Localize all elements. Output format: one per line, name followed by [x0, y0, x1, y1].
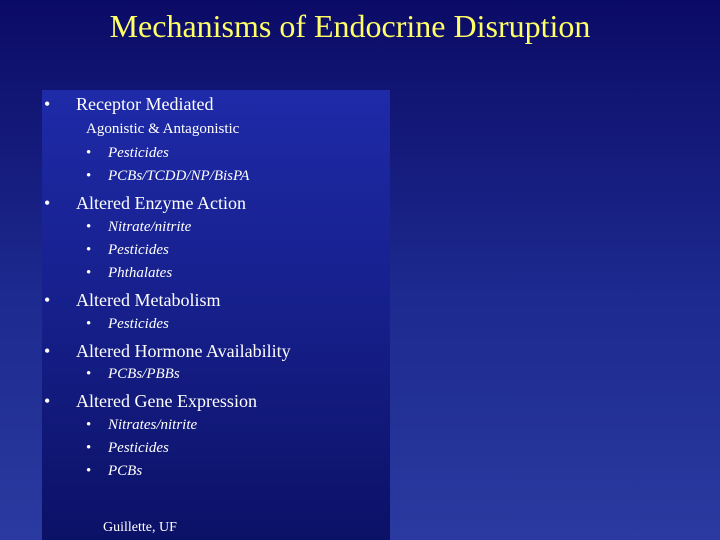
sub-bullet-label: Nitrates/nitrite — [108, 417, 198, 433]
bullet-icon: • — [86, 265, 92, 281]
bullet-label: Altered Metabolism — [76, 290, 221, 310]
bullet-icon: • — [86, 316, 92, 332]
bullet-icon: • — [44, 193, 51, 213]
bullet-item-altered-gene-expression — [44, 390, 257, 412]
sub-bullet-label: Pesticides — [108, 242, 169, 258]
bullet-item-receptor-mediated — [44, 93, 213, 115]
bullet-icon: • — [86, 168, 92, 184]
sub-bullet-label: PCBs/TCDD/NP/BisPA — [108, 168, 250, 184]
bullet-item-altered-hormone-availability — [44, 340, 291, 362]
sub-bullet-item — [86, 462, 142, 481]
bullet-icon: • — [86, 366, 92, 382]
sub-bullet-item — [86, 365, 180, 384]
bullet-label: Altered Gene Expression — [76, 391, 257, 411]
subheading: Agonistic & Antagonistic — [86, 121, 240, 137]
bullet-label: Receptor Mediated — [76, 94, 214, 114]
bullet-icon: • — [44, 290, 51, 310]
sub-bullet-label: PCBs/PBBs — [108, 366, 180, 382]
sub-bullet-item — [86, 416, 197, 435]
sub-bullet-label: Nitrate/nitrite — [108, 219, 192, 235]
bullet-icon: • — [86, 219, 92, 235]
sub-bullet-label: Pesticides — [108, 145, 169, 161]
slide-title: Mechanisms of Endocrine Disruption — [109, 8, 591, 44]
bullet-item-altered-enzyme-action — [44, 192, 246, 214]
sub-bullet-label: Phthalates — [108, 265, 173, 281]
bullet-label: Altered Enzyme Action — [76, 193, 246, 213]
credit-text: Guillette, UF — [103, 520, 177, 535]
bullet-label: Altered Hormone Availability — [76, 341, 291, 361]
bullet-icon: • — [86, 242, 92, 258]
bullet-icon: • — [86, 145, 92, 161]
sub-bullet-item — [86, 218, 191, 237]
bullet-item-altered-metabolism — [44, 289, 220, 311]
sub-bullet-item — [86, 167, 249, 186]
sub-bullet-item — [86, 144, 169, 163]
sub-bullet-label: Pesticides — [108, 316, 169, 332]
bullet-icon: • — [44, 94, 51, 114]
sub-bullet-item — [86, 315, 169, 334]
sub-bullet-label: Pesticides — [108, 440, 169, 456]
sub-bullet-item — [86, 439, 169, 458]
bullet-icon: • — [44, 341, 51, 361]
sub-bullet-item — [86, 241, 169, 260]
bullet-icon: • — [86, 440, 92, 456]
bullet-icon: • — [86, 463, 92, 479]
bullet-icon: • — [86, 417, 92, 433]
sub-bullet-label: PCBs — [108, 463, 143, 479]
sub-bullet-item — [86, 264, 172, 283]
bullet-icon: • — [44, 391, 51, 411]
